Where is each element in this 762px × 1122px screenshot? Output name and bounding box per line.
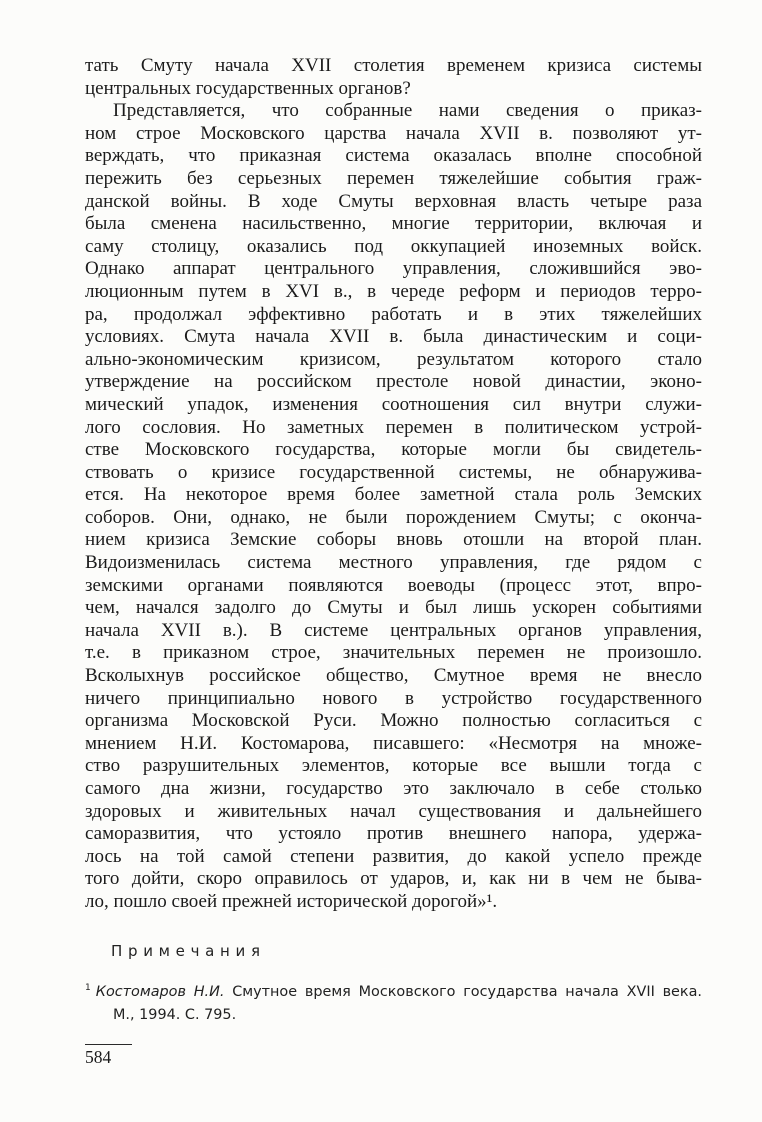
footnote-title: Смутное время Московского государства начала XVII века. <box>232 983 702 1000</box>
text-line: ется. На некоторое время более заметной стала роль Земских <box>85 484 702 506</box>
text-line: условиях. Смута начала XVII в. была династическим и соци- <box>85 326 702 348</box>
text-line: соборов. Они, однако, не были порождением Смуты; с оконча- <box>85 506 702 528</box>
text-line: Видоизменилась система местного управления, где рядом с <box>85 552 702 574</box>
text-line: лого сословия. Но заметных перемен в политическом устрой- <box>85 416 702 438</box>
text-line: утверждение на российском престоле новой династии, эконо- <box>85 371 702 393</box>
page-number-rule <box>85 1044 132 1045</box>
text-line: была сменена насильственно, многие территории, включая и <box>85 213 702 235</box>
text-line: организма Московской Руси. Можно полностью согласиться с <box>85 710 702 732</box>
text-line: ном строе Московского царства начала XVII в. позволяют ут- <box>85 122 702 144</box>
text-line: ально-экономическим кризисом, результатом которого стало <box>85 348 702 370</box>
text-line: Однако аппарат центрального управления, сложившийся эво- <box>85 258 702 280</box>
text-line: Представляется, что собранные нами сведения о приказ- <box>113 100 702 122</box>
text-line: пережить без серьезных перемен тяжелейшие события граж- <box>85 167 702 189</box>
footnote-line-2: М., 1994. С. 795. <box>113 1006 237 1023</box>
body-text <box>85 55 702 1027</box>
text-line: ло, пошло своей прежней исторической дорогой»¹. <box>85 890 498 912</box>
text-line: нием кризиса Земские соборы вновь отошли на второй план. <box>85 529 702 551</box>
footnote-marker: 1 <box>85 983 91 994</box>
footnote-author: Костомаров Н.И. <box>95 983 225 1000</box>
notes-heading: Примечания <box>111 941 266 960</box>
footnote <box>85 977 702 1027</box>
text-line: чем, начался задолго до Смуты и был лишь ускорен событиями <box>85 597 702 619</box>
text-line: люционным путем в XVI в., в череде реформ и периодов терро- <box>85 280 702 302</box>
text-line: самого дна жизни, государство это заключало в себе столько <box>85 778 702 799</box>
text-line: т.е. в приказном строе, значительных перемен не произошло. <box>85 642 702 664</box>
text-line: того дойти, скоро оправилось от ударов, и, как ни в чем не быва- <box>85 868 702 890</box>
text-line: начала XVII в.). В системе центральных органов управления, <box>85 619 702 641</box>
text-line: ра, продолжал эффективно работать и в этих тяжелейших <box>85 303 702 325</box>
text-line: земскими органами появляются воеводы (процесс этот, впро- <box>85 574 702 596</box>
text-line: лось на той самой степени развития, до какой успело прежде <box>85 845 702 867</box>
text-line: саму столицу, оказались под оккупацией иноземных войск. <box>85 235 702 257</box>
text-line: стве Московского государства, которые могли бы свидетель- <box>85 439 702 461</box>
text-line: Всколыхнув российское общество, Смутное время не внесло <box>85 665 702 687</box>
text-line: верждать, что приказная система оказалась вполне способной <box>85 145 702 167</box>
text-line: мнением Н.И. Костомарова, писавшего: «Несмотря на множе- <box>85 732 702 754</box>
page-number: 584 <box>85 1047 112 1067</box>
page-number-block <box>85 1044 132 1068</box>
text-line: ствовать о кризисе государственной системы, не обнаружива- <box>85 461 702 483</box>
text-line: здоровых и живительных начал существования и дальнейшего <box>85 800 702 822</box>
text-line: саморазвития, что устояло против внешнего напора, удержа- <box>85 823 702 845</box>
text-line: мический упадок, изменения соотношения сил внутри служи- <box>85 393 702 415</box>
text-line: ничего принципиально нового в устройство государственного <box>85 687 702 709</box>
footnote-line-1 <box>85 977 702 1004</box>
text-line: центральных государственных органов? <box>85 77 411 99</box>
text-line: тать Смуту начала XVII столетия временем кризиса системы <box>85 55 702 76</box>
text-line: ство разрушительных элементов, которые все вышли тогда с <box>85 755 702 777</box>
text-line: данской войны. В ходе Смуты верховная власть четыре раза <box>85 190 702 212</box>
